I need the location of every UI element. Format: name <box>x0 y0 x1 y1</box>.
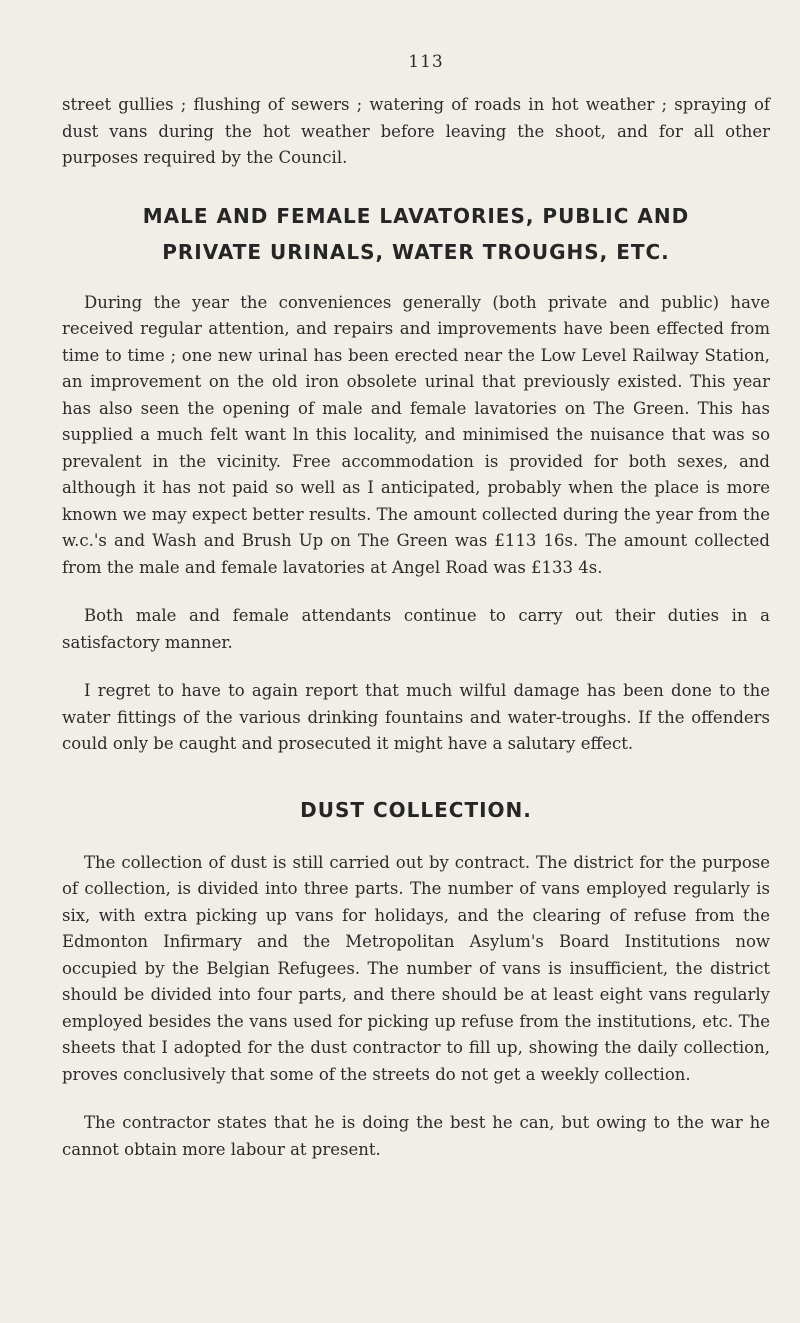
intro-paragraph: street gullies ; flushing of sewers ; watering of roads in hot weather ; spraying of dust vans during the hot weather before leaving the shoot, and for all other purposes required by the Council. <box>62 95 770 167</box>
document-page <box>62 52 770 1163</box>
dust-paragraph-2: The contractor states that he is doing the best he can, but owing to the war he cannot obtain more labour at present. <box>62 1113 770 1159</box>
dust-paragraph-1: The collection of dust is still carried out by contract. The district for the purpose of collection, is divided into three parts. The number of vans employed regularly is six, with extra picking up vans for holidays, and the clearing of refuse from the Edmonton Infirmary and the Metropolitan Asylum's Board Institutions now occupied by the Belgian Refugees. The number of vans is insufficient, the district should be divided into four parts, and there should be at least eight vans regularly employed besides the vans used for picking up refuse from the institutions, etc. The sheets that I adopted for the dust contractor to fill up, showing the daily collection, proves conclusively that some of the streets do not get a weekly collection. <box>62 852 770 1084</box>
page-number: 113 <box>408 52 444 72</box>
lavatories-heading-line-2: PRIVATE URINALS, WATER TROUGHS, ETC. <box>162 239 670 264</box>
lavatories-heading <box>62 198 770 270</box>
lavatories-paragraph-3: I regret to have to again report that much wilful damage has been done to the water fittings of the various drinking fountains and water-troughs. If the offenders could only be caught and prosecuted it might have a salutary effect. <box>62 681 770 753</box>
lavatories-paragraph-1: During the year the conveniences generally (both private and public) have received regular attention, and repairs and improvements have been effected from time to time ; one new urinal has been erected near the Low Level Railway Station, an improvement on the old iron obsolete urinal that previously existed. This year has also seen the opening of male and female lavatories on The Green. This has supplied a much felt want ln this locality, and minimised the nuisance that was so prevalent in the vicinity. Free accommodation is provided for both sexes, and although it has not paid so well as I anticipated, probably when the place is more known we may expect better results. The amount collected during the year from the w.c.'s and Wash and Brush Up on The Green was £113 16s. The amount collected from the male and female lavatories at Angel Road was £133 4s. <box>62 292 770 577</box>
lavatories-heading-line-1: MALE AND FEMALE LAVATORIES, PUBLIC AND <box>142 203 690 228</box>
dust-collection-heading: DUST COLLECTION. <box>300 797 532 822</box>
lavatories-paragraph-2: Both male and female attendants continue to carry out their duties in a satisfactory manner. <box>62 606 770 652</box>
